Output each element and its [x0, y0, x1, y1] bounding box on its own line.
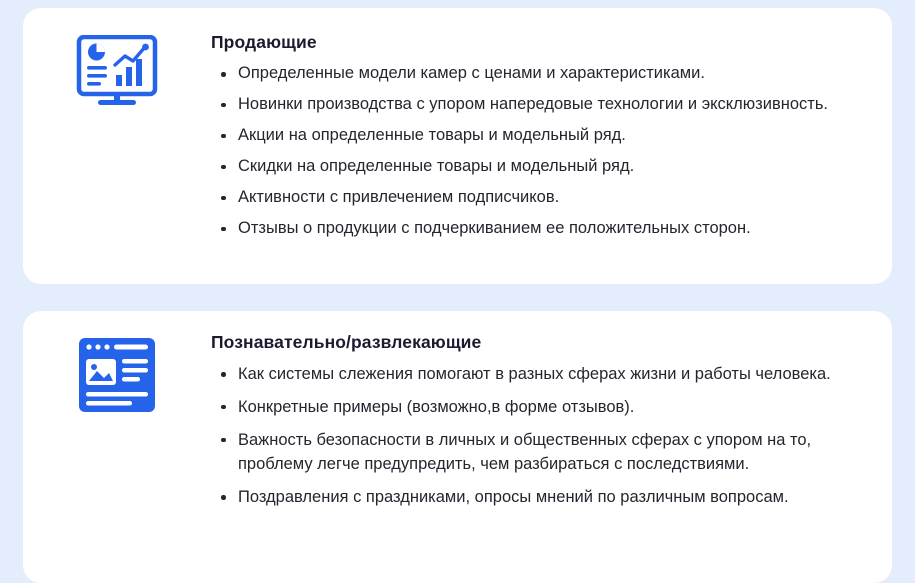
article-page-icon: [76, 335, 158, 415]
content-card-educational: [23, 311, 892, 583]
list-item: Отзывы о продукции с подчеркиванием ее положительных сторон.: [234, 217, 832, 241]
list-item: Поздравления с праздниками, опросы мнений по различным вопросам.: [234, 485, 832, 510]
list-item: Новинки производства с упором напередовые технологии и эксклюзивность.: [234, 93, 832, 117]
list-item: Конкретные примеры (возможно,в форме отзывов).: [234, 395, 832, 420]
card-icon-container: [23, 8, 211, 107]
list-item: Как системы слежения помогают в разных сферах жизни и работы человека.: [234, 362, 832, 387]
list-item: Определенные модели камер с ценами и характеристиками.: [234, 62, 832, 86]
monitor-chart-icon: [76, 35, 158, 107]
card-title: Продающие: [211, 32, 317, 52]
list-item: Важность безопасности в личных и общественных сферах с упором на то, проблему легче предупредить, чем разбираться с последствиями.: [234, 428, 832, 478]
card-content: [211, 311, 892, 518]
card-bullet-list: [211, 62, 832, 241]
card-content: [211, 8, 892, 241]
content-card-selling: [23, 8, 892, 284]
list-item: Активности с привлечением подписчиков.: [234, 186, 832, 210]
card-icon-container: [23, 311, 211, 415]
list-item: Скидки на определенные товары и модельный ряд.: [234, 155, 832, 179]
card-bullet-list: [211, 362, 832, 510]
list-item: Акции на определенные товары и модельный ряд.: [234, 124, 832, 148]
card-title: Познавательно/развлекающие: [211, 332, 482, 352]
